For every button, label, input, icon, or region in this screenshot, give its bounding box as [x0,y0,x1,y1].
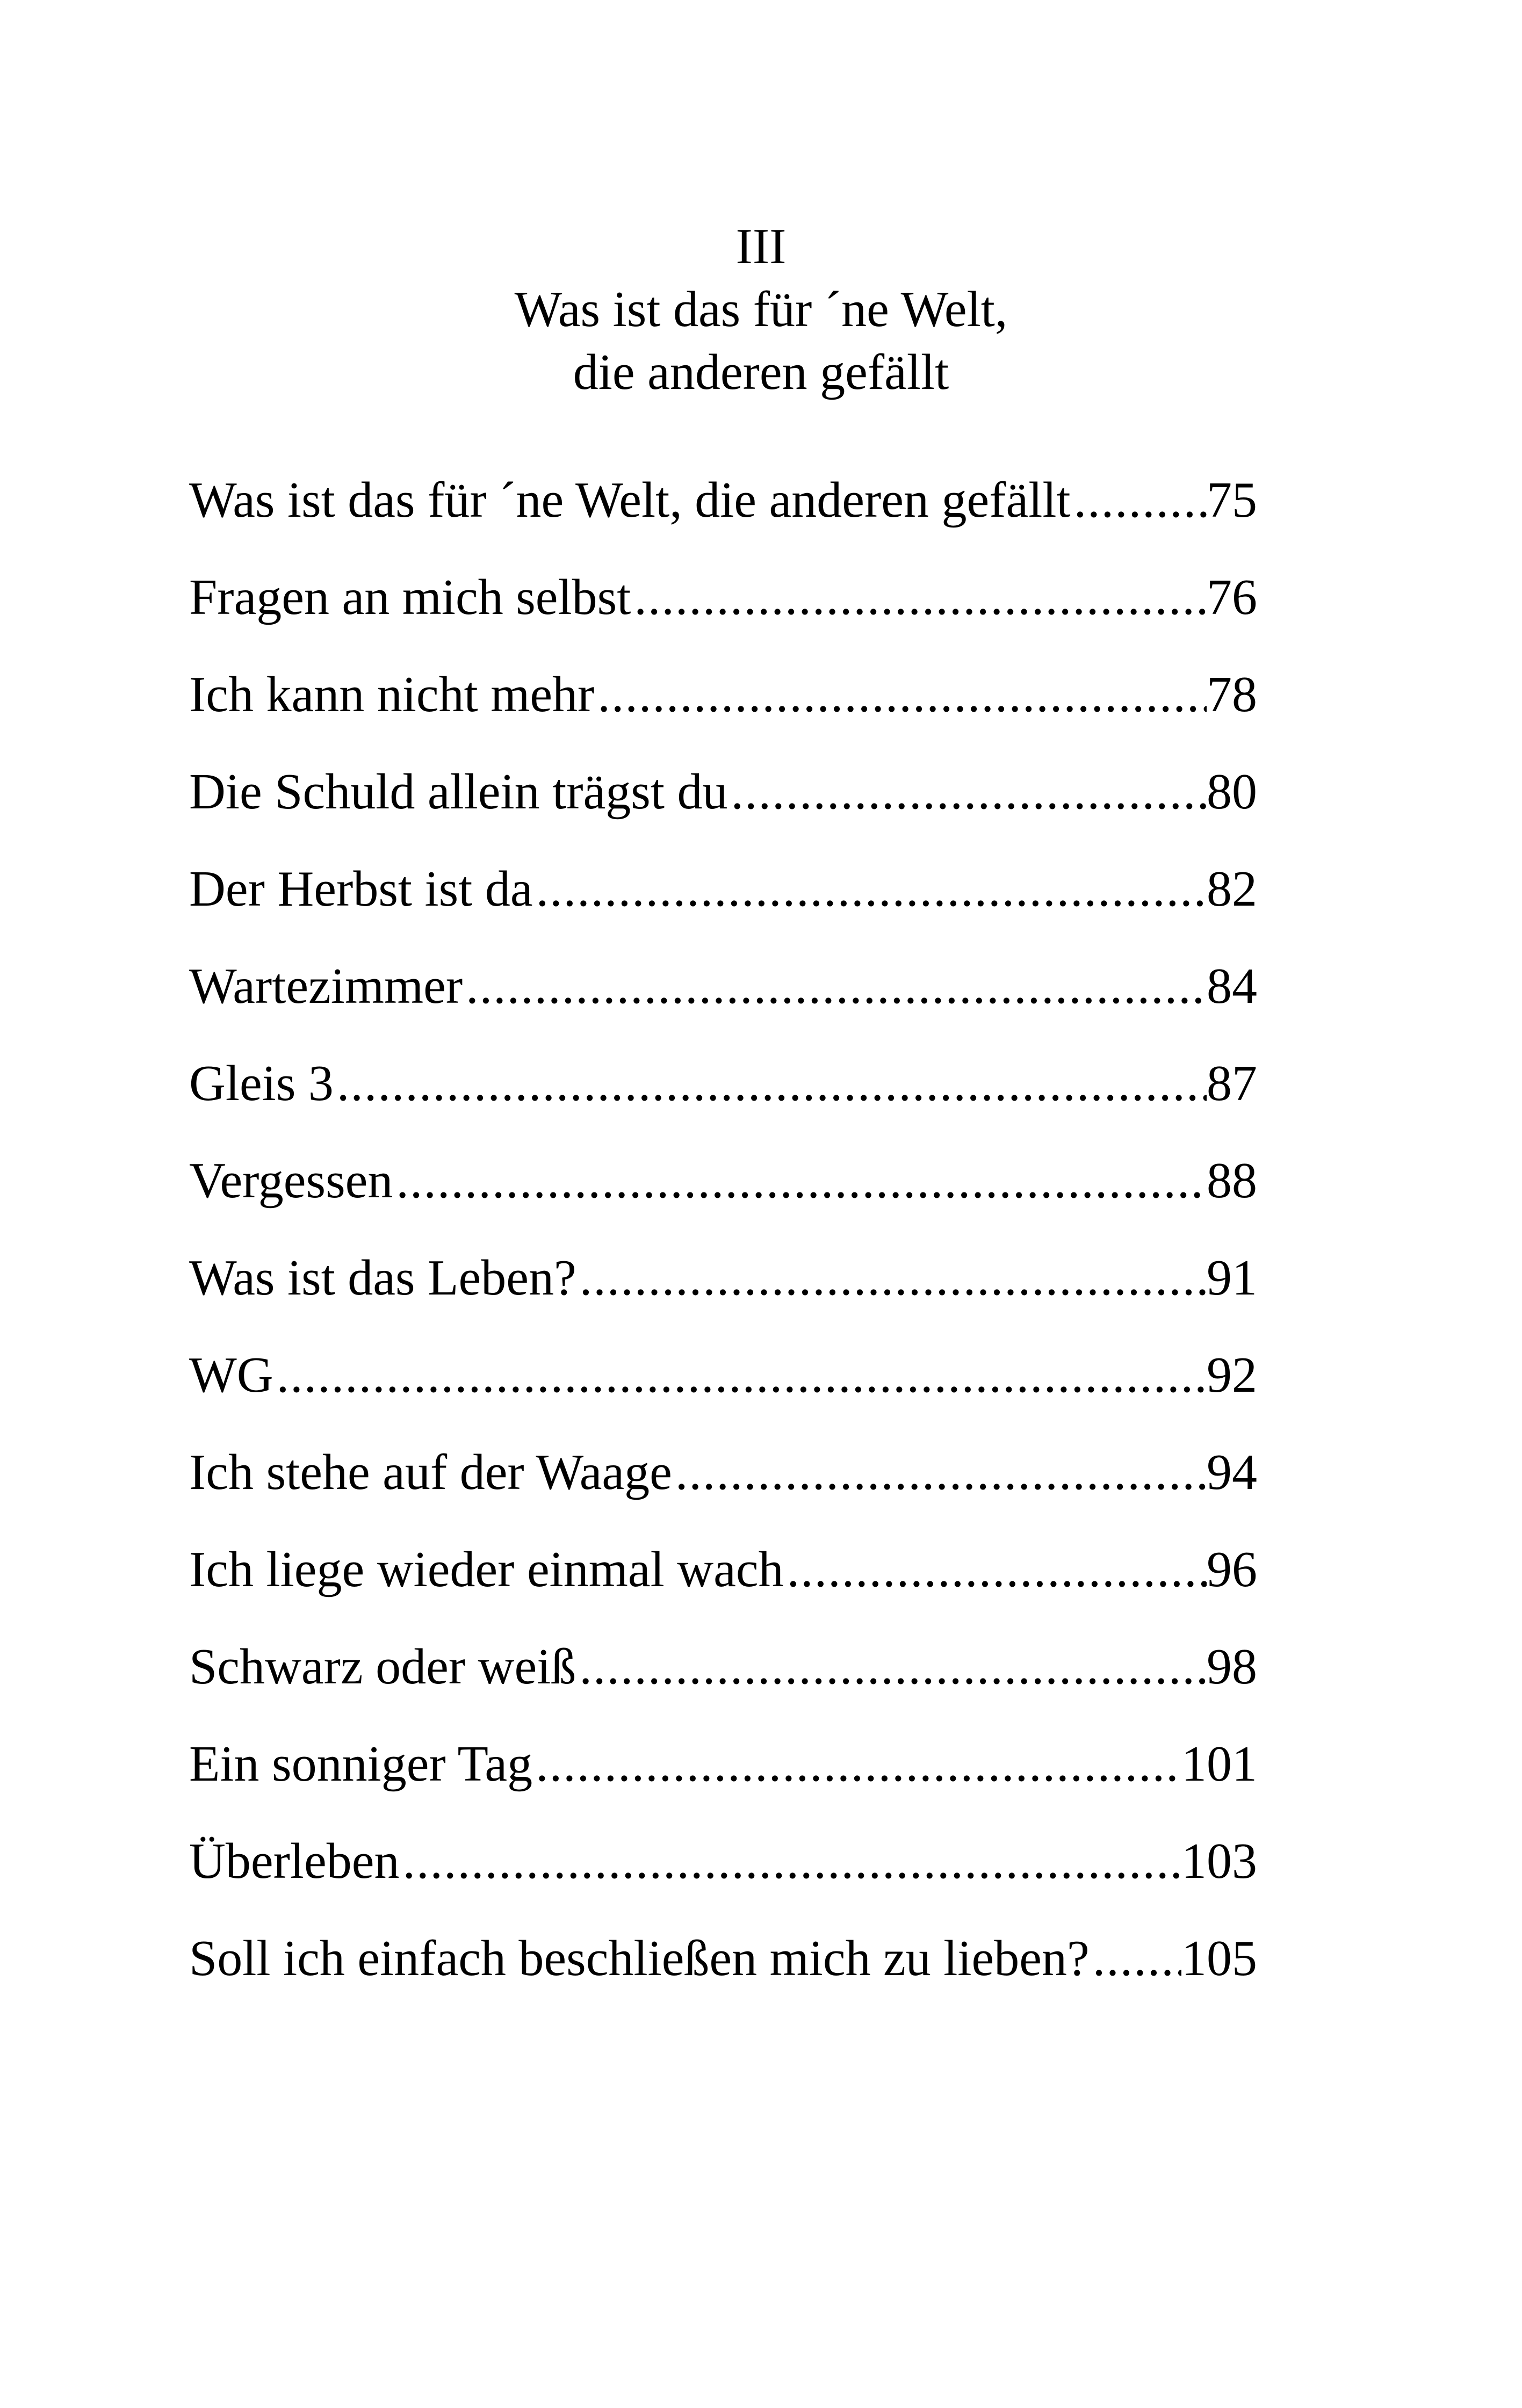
toc-entry-title: Der Herbst ist da [189,861,533,917]
toc-entry-title: Gleis 3 [189,1055,334,1111]
toc-entry [189,859,1257,919]
toc-dot-leader [576,1637,1207,1696]
section-title-line-1: Was ist das für ´ne Welt, [514,281,1008,337]
toc-entry-title: Soll ich einfach beschließen mich zu lieben? [189,1930,1090,1986]
toc-entry-page: 87 [1207,1055,1257,1111]
toc-dot-leader [463,957,1207,1016]
toc-entry-page: 98 [1207,1639,1257,1695]
toc-dot-leader [393,1151,1207,1210]
toc-entry [189,665,1257,724]
toc-entry-page: 75 [1207,472,1257,528]
toc-entry-page: 94 [1207,1444,1257,1500]
toc-entry-title: Was ist das Leben? [189,1250,576,1306]
toc-entry-page: 91 [1207,1250,1257,1306]
toc-entry-title: Wartezimmer [189,958,463,1014]
toc-entry-title: Ich kann nicht mehr [189,667,595,722]
toc-entry [189,568,1257,627]
toc-entry [189,1248,1257,1307]
section-numeral: III [735,219,787,274]
toc-entry-page: 88 [1207,1153,1257,1209]
toc-dot-leader [1090,1929,1181,1988]
toc-entry-title: Was ist das für ´ne Welt, die anderen gefällt [189,472,1071,528]
toc-dot-leader [1071,471,1207,530]
toc-entry [189,762,1257,821]
section-title-line-2: die anderen gefällt [573,344,949,400]
toc-entry [189,1637,1257,1696]
toc-entry [189,1734,1257,1794]
toc-entry-page: 78 [1207,667,1257,722]
toc-entry-title: WG [189,1347,273,1403]
toc-entry-page: 82 [1207,861,1257,917]
toc-entry [189,1054,1257,1113]
toc-dot-leader [594,665,1207,724]
toc-dot-leader [576,1248,1207,1307]
toc-entry-title: Ich liege wieder einmal wach [189,1542,784,1597]
toc-entry-title: Überleben [189,1833,400,1889]
toc-entry-page: 76 [1207,569,1257,625]
toc-entry [189,1929,1257,1988]
toc-dot-leader [399,1832,1181,1891]
toc-entry-page: 84 [1207,958,1257,1014]
toc-dot-leader [672,1443,1207,1502]
toc-entry-page: 80 [1207,764,1257,820]
toc-entry [189,1151,1257,1210]
toc-entry [189,1346,1257,1405]
toc-entry-title: Fragen an mich selbst [189,569,631,625]
toc-dot-leader [533,859,1207,919]
toc-entry-title: Die Schuld allein trägst du [189,764,728,820]
toc-dot-leader [784,1540,1207,1599]
toc-entry-title: Ein sonniger Tag [189,1736,533,1792]
toc-entry [189,471,1257,530]
toc-entry [189,1443,1257,1502]
toc-entry-page: 103 [1181,1833,1257,1889]
toc-entry-page: 92 [1207,1347,1257,1403]
toc-dot-leader [532,1734,1181,1794]
toc-entry-title: Ich stehe auf der Waage [189,1444,672,1500]
toc-dot-leader [631,568,1207,627]
toc-entry [189,957,1257,1016]
toc-entry [189,1540,1257,1599]
toc-dot-leader [727,762,1207,821]
toc-entry-page: 105 [1181,1930,1257,1986]
toc-dot-leader [334,1054,1207,1113]
toc-entry [189,1832,1257,1891]
toc-entry-page: 101 [1181,1736,1257,1792]
toc-entry-title: Schwarz oder weiß [189,1639,576,1695]
toc-entry-page: 96 [1207,1542,1257,1597]
toc-dot-leader [273,1346,1207,1405]
toc-entry-title: Vergessen [189,1153,393,1209]
